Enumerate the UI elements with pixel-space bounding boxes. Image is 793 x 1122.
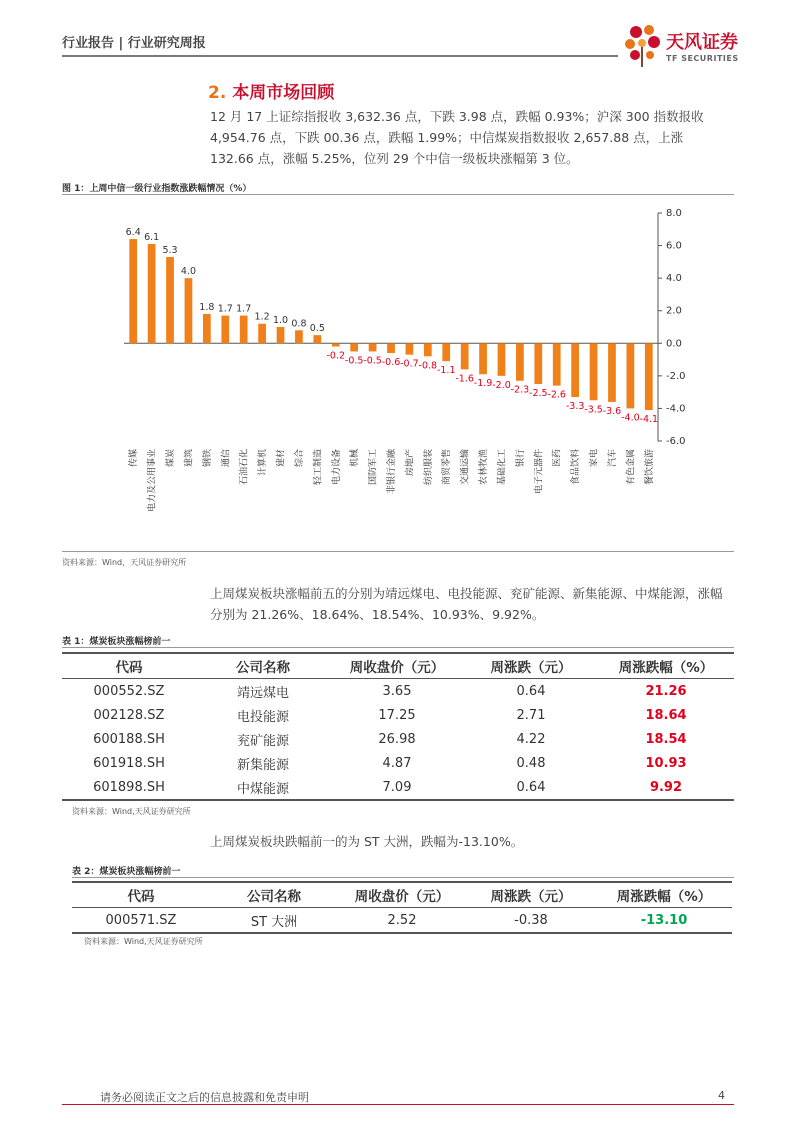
- category-label: 商贸零售: [442, 449, 453, 486]
- table-cell: 3.65: [382, 683, 412, 699]
- table-row: [62, 751, 734, 775]
- category-label: 交通运输: [460, 449, 471, 486]
- table-row: [62, 703, 734, 727]
- bar: [608, 343, 616, 402]
- data-label: -0.7: [400, 358, 419, 370]
- data-label: -1.9: [473, 378, 493, 390]
- bar: [553, 343, 561, 385]
- header-divider: [62, 55, 618, 57]
- data-label: -0.2: [326, 350, 346, 362]
- industry-change-bar-chart: [62, 195, 734, 550]
- figure-1-source: 资料来源：Wind，天风证券研究所: [62, 558, 187, 567]
- bar: [295, 330, 303, 343]
- table-row: [72, 908, 732, 934]
- table-2-source: 资料来源：Wind,天风证券研究所: [84, 937, 203, 946]
- table-cell: 4.87: [382, 755, 412, 771]
- bar: [350, 343, 358, 351]
- bar: [369, 343, 377, 351]
- table-cell: 17.25: [378, 707, 416, 723]
- column-header: 周收盘价（元）: [354, 889, 450, 905]
- table-cell: 002128.SZ: [93, 707, 165, 723]
- column-header: 周收盘价（元）: [349, 660, 445, 676]
- bar: [645, 343, 653, 410]
- market-summary-paragraph: 12 月 17 上证综指报收 3,632.36 点，下跌 3.98 点，跌幅 0.93%；沪深 300 指数报收 4,954.76 点，下跌 00.36 点，跌幅 1.99%；中信煤炭指数报收 2,657.88 点，上涨 132.66 点，涨幅 5.25%，位列 29 个中信一级板块涨幅第 3 位。: [210, 109, 704, 166]
- bar: [203, 314, 211, 343]
- table-row: [62, 727, 734, 751]
- y-tick-label: -2.0: [666, 370, 686, 382]
- table-cell: 000552.SZ: [93, 683, 165, 699]
- category-label: 电力设备: [331, 449, 342, 486]
- data-label: -1.6: [455, 373, 474, 385]
- footer-divider: [62, 1104, 734, 1105]
- table-row: [62, 775, 734, 800]
- column-header: 代码: [115, 660, 143, 676]
- table-cell: 0.64: [516, 779, 546, 795]
- bar: [221, 316, 229, 344]
- table-cell: 601918.SH: [93, 755, 165, 771]
- table-cell: 中煤能源: [236, 781, 289, 797]
- data-label: -3.3: [565, 401, 585, 413]
- table-cell: 2.52: [387, 912, 417, 928]
- category-label: 医药: [552, 449, 563, 468]
- table-cell: ST 大洲: [250, 914, 298, 930]
- table-cell: -0.38: [514, 912, 548, 928]
- table-cell: 兖矿能源: [236, 733, 289, 749]
- data-label: -3.6: [602, 405, 622, 417]
- category-label: 餐饮旅游: [644, 449, 655, 486]
- y-tick-label: 6.0: [666, 240, 682, 252]
- table-cell: 26.98: [378, 731, 416, 747]
- category-label: 银行: [515, 449, 526, 468]
- y-tick-label: -4.0: [666, 403, 686, 415]
- category-label: 食品饮料: [571, 449, 582, 486]
- column-header: 周涨跌幅（%）: [618, 660, 714, 676]
- y-tick-label: -6.0: [666, 436, 686, 447]
- y-tick-label: 8.0: [666, 208, 682, 219]
- change-percent-cell: 9.92: [649, 779, 683, 795]
- data-label: -0.8: [418, 360, 438, 372]
- data-label: 1.2: [254, 311, 270, 323]
- category-label: 轻工制造: [313, 449, 324, 486]
- data-label: 1.0: [272, 315, 289, 326]
- table-cell: 600188.SH: [93, 731, 165, 747]
- report-header: 行业报告 | 行业研究周报: [62, 36, 206, 51]
- category-label: 汽车: [607, 449, 618, 468]
- data-label: -4.0: [621, 412, 640, 424]
- data-label: 6.1: [144, 231, 160, 243]
- table-row: [62, 679, 734, 704]
- category-label: 计算机: [258, 449, 269, 477]
- bar: [424, 343, 432, 356]
- bar: [406, 343, 414, 354]
- data-label: 0.8: [291, 318, 307, 330]
- bar: [258, 324, 266, 344]
- page-number: 4: [718, 1089, 725, 1102]
- data-label: 1.8: [199, 301, 215, 313]
- flower-logo-icon: [622, 22, 664, 68]
- bar: [479, 343, 487, 374]
- data-label: 1.7: [217, 303, 233, 315]
- figure-bottom-rule: [62, 551, 734, 552]
- data-label: -0.5: [363, 355, 382, 367]
- table-cell: 电投能源: [236, 709, 289, 725]
- data-label: -2.0: [492, 379, 511, 391]
- table-cell: 601898.SH: [93, 779, 165, 795]
- bar: [185, 278, 193, 343]
- column-header: 公司名称: [236, 660, 290, 676]
- category-label: 家电: [589, 449, 600, 468]
- column-header: 周涨跌（元）: [490, 889, 572, 905]
- change-percent-cell: 18.64: [645, 707, 687, 723]
- column-header: 公司名称: [247, 889, 301, 905]
- top-loser-table: [72, 881, 732, 934]
- data-label: 6.4: [125, 227, 141, 239]
- category-label: 有色金属: [626, 449, 637, 486]
- table-header-row: [72, 882, 732, 908]
- category-label: 电力及公用事业: [147, 449, 158, 513]
- bar: [534, 343, 542, 384]
- bar: [148, 244, 156, 343]
- bar: [442, 343, 450, 361]
- data-label: 5.3: [162, 244, 178, 256]
- y-tick-label: 2.0: [666, 305, 682, 317]
- category-label: 建材: [276, 449, 287, 468]
- top-gainers-paragraph: 上周煤炭板块涨幅前五的分别为靖远煤电、电投能源、兖矿能源、新集能源、中煤能源，涨幅分别为 21.26%、18.64%、18.54%、10.93%、9.92%。: [210, 586, 723, 622]
- data-label: -2.3: [510, 384, 530, 396]
- bar: [332, 343, 340, 346]
- category-label: 基础化工: [497, 449, 508, 486]
- section-title-text: 本周市场回顾: [232, 83, 335, 103]
- table-cell: 2.71: [516, 707, 546, 723]
- category-label: 综合: [294, 449, 305, 468]
- table-cell: 0.64: [516, 683, 546, 699]
- category-label: 煤炭: [166, 449, 177, 468]
- bar: [571, 343, 579, 397]
- logo-text-en: TF SECURITIES: [666, 54, 739, 63]
- data-label: -2.5: [529, 388, 548, 399]
- logo-text-cn: 天风证券: [666, 32, 738, 53]
- section-number: 2.: [208, 83, 227, 103]
- table-cell: 新集能源: [236, 757, 289, 773]
- bar: [166, 257, 174, 343]
- category-label: 传媒: [129, 449, 140, 468]
- category-label: 机械: [350, 449, 361, 468]
- table-cell: 000571.SZ: [105, 912, 177, 928]
- data-label: 0.5: [309, 323, 325, 335]
- bar: [387, 343, 395, 353]
- bar: [590, 343, 598, 400]
- y-tick-label: 0.0: [666, 338, 682, 350]
- top-loser-paragraph: 上周煤炭板块跌幅前一的为 ST 大洲，跌幅为-13.10%。: [210, 834, 524, 849]
- table-1-caption: 表 1：煤炭板块涨幅榜前一: [62, 637, 171, 647]
- category-label: 非银行金融: [387, 449, 397, 495]
- category-label: 石油石化: [239, 449, 250, 486]
- table-cell: 靖远煤电: [236, 685, 289, 701]
- bar: [627, 343, 635, 408]
- bar: [461, 343, 469, 369]
- category-label: 国防军工: [368, 449, 379, 486]
- company-logo: [622, 22, 742, 70]
- bar: [498, 343, 506, 376]
- data-label: -3.5: [584, 404, 603, 416]
- table-1-top-rule: [62, 647, 734, 648]
- bar: [240, 316, 248, 344]
- bar: [277, 327, 285, 343]
- bar: [313, 335, 321, 343]
- category-label: 房地产: [405, 449, 416, 477]
- category-label: 农林牧渔: [479, 449, 490, 486]
- column-header: 代码: [127, 889, 155, 905]
- data-label: 4.0: [180, 266, 197, 278]
- category-label: 通信: [221, 449, 232, 468]
- category-label: 电子元器件: [534, 449, 545, 495]
- y-tick-label: 4.0: [666, 273, 682, 285]
- column-header: 周涨跌（元）: [490, 660, 572, 676]
- category-label: 建筑: [184, 449, 195, 468]
- data-label: -1.1: [436, 365, 456, 377]
- bar: [129, 239, 137, 343]
- change-percent-cell: 10.93: [645, 755, 687, 771]
- category-label: 纺织服装: [423, 449, 434, 486]
- table-header-row: [62, 653, 734, 679]
- data-label: -4.1: [639, 414, 659, 426]
- category-label: 钢铁: [202, 449, 213, 468]
- change-percent-cell: -13.10: [640, 912, 688, 928]
- data-label: -0.5: [344, 355, 364, 367]
- data-label: -0.6: [381, 357, 401, 369]
- table-1-source: 资料来源：Wind,天风证券研究所: [72, 807, 191, 816]
- table-cell: 4.22: [516, 731, 546, 747]
- table-cell: 0.48: [516, 755, 546, 771]
- change-percent-cell: 18.54: [645, 731, 687, 747]
- table-2-top-rule: [72, 877, 734, 878]
- footer-disclaimer: 请务必阅读正文之后的信息披露和免责申明: [100, 1091, 309, 1104]
- table-cell: 7.09: [382, 779, 412, 795]
- data-label: -2.6: [547, 389, 566, 401]
- section-title: [208, 78, 334, 103]
- table-2-caption: 表 2：煤炭板块涨幅榜前一: [72, 867, 181, 877]
- figure-1-caption: 图 1：上周中信一级行业指数涨跌幅情况（%）: [62, 184, 252, 194]
- column-header: 周涨跌幅（%）: [616, 889, 712, 905]
- bar: [516, 343, 524, 380]
- data-label: 1.7: [236, 303, 252, 315]
- top-gainers-table: [62, 652, 734, 801]
- change-percent-cell: 21.26: [645, 683, 687, 699]
